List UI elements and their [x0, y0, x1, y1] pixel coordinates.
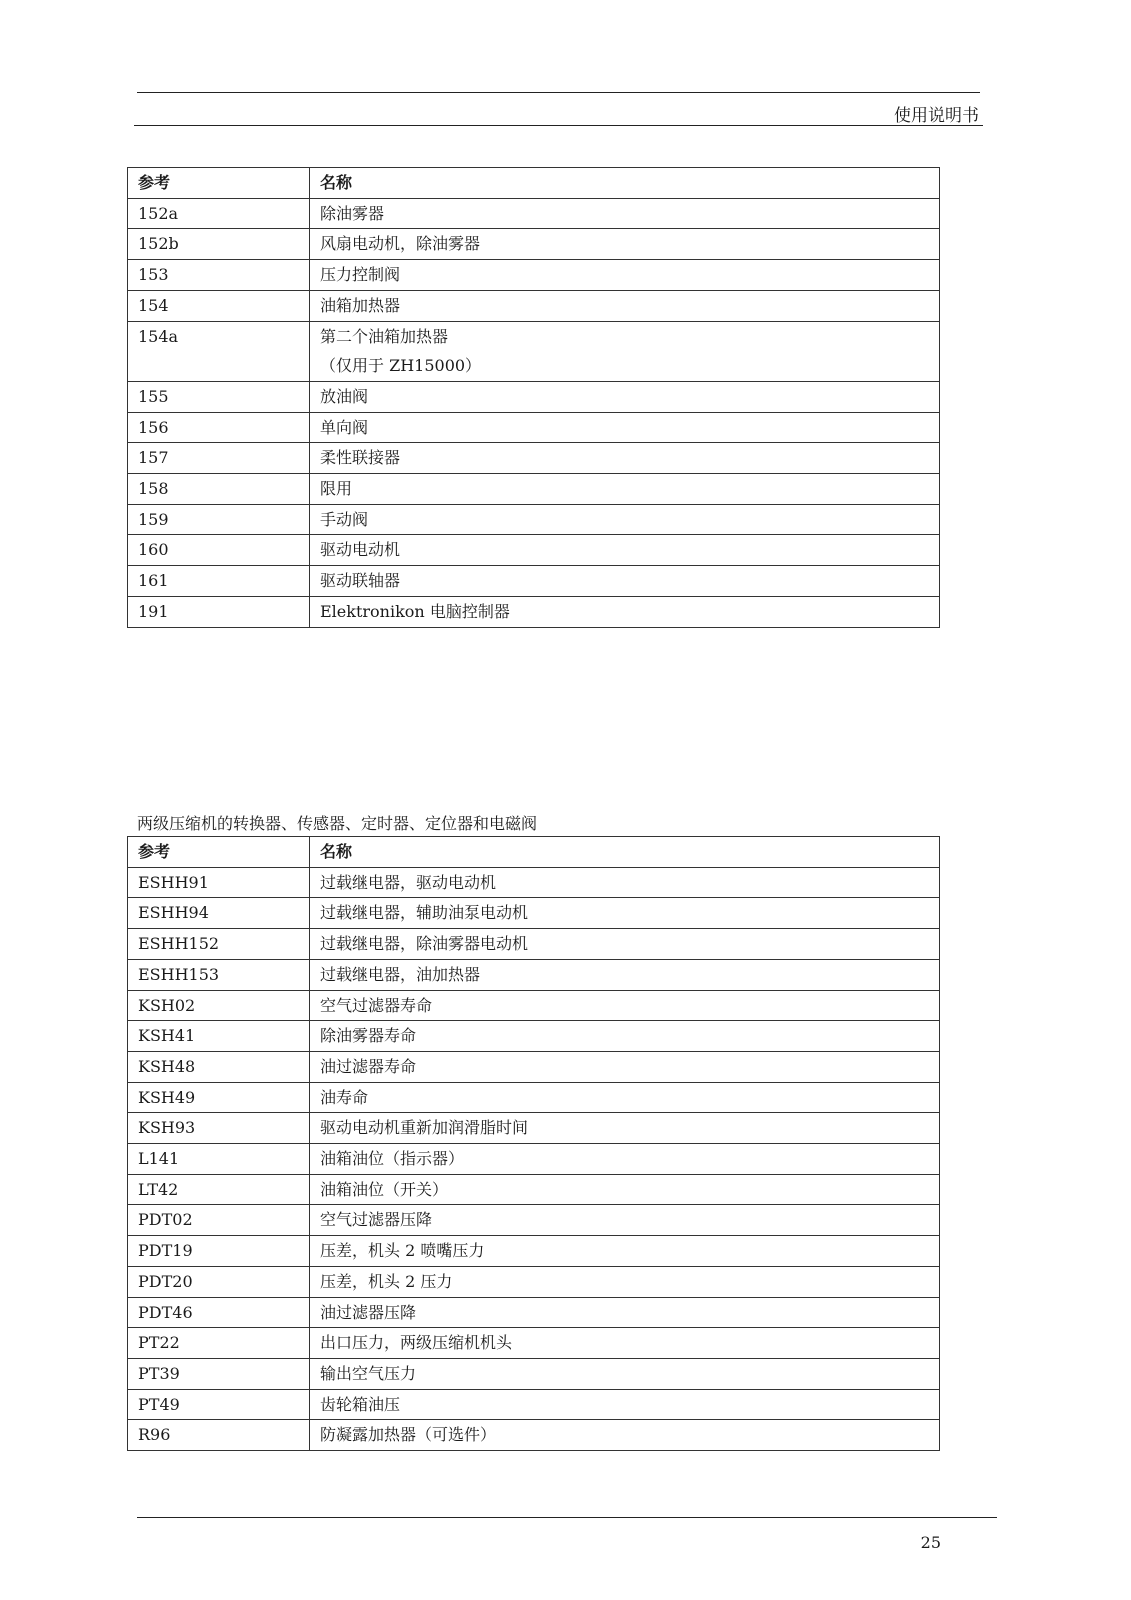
cell-name-line: 风扇电动机，除油雾器 [320, 234, 481, 254]
table-row [128, 260, 940, 291]
cell-name-line: 手动阀 [320, 509, 369, 529]
cell-ref: R96 [128, 1420, 310, 1451]
cell-ref: 154 [128, 290, 310, 321]
cell-name-line: 空气过滤器寿命 [320, 995, 433, 1015]
cell-name-line: 油寿命 [320, 1087, 369, 1107]
cell-name-line: Elektronikon 电脑控制器 [320, 601, 510, 621]
cell-name [310, 1420, 940, 1451]
cell-name [310, 321, 940, 381]
cell-name-line: 油箱加热器 [320, 295, 401, 315]
cell-name-line: 过载继电器，除油雾器电动机 [320, 934, 529, 954]
cell-ref: 159 [128, 504, 310, 535]
table-row [128, 504, 940, 535]
cell-name-line: 除油雾器寿命 [320, 1026, 417, 1046]
cell-ref: KSH48 [128, 1051, 310, 1082]
table-row [128, 959, 940, 990]
cell-name-line: 油箱油位（开关） [320, 1179, 449, 1199]
cell-name-line: （仅用于 ZH15000） [320, 356, 482, 376]
cell-name [310, 474, 940, 505]
cell-name-line: 过载继电器，驱动电动机 [320, 872, 497, 892]
table-header-row [128, 168, 940, 199]
cell-name [310, 596, 940, 627]
cell-name-line: 油过滤器压降 [320, 1302, 417, 1322]
cell-name [310, 898, 940, 929]
cell-name [310, 1236, 940, 1267]
cell-ref: ESHH91 [128, 867, 310, 898]
table-caption: 两级压缩机的转换器、传感器、定时器、定位器和电磁阀 [137, 814, 538, 833]
cell-ref: KSH93 [128, 1113, 310, 1144]
cell-ref: 191 [128, 596, 310, 627]
cell-name [310, 198, 940, 229]
table-row [128, 1174, 940, 1205]
cell-name-line: 驱动电动机重新加润滑脂时间 [320, 1118, 529, 1138]
table-row [128, 1051, 940, 1082]
cell-name-line: 压差，机头 2 喷嘴压力 [320, 1241, 485, 1261]
cell-ref: 157 [128, 443, 310, 474]
table-row [128, 474, 940, 505]
table-row [128, 1082, 940, 1113]
table-row [128, 198, 940, 229]
cell-name-line: 油箱油位（指示器） [320, 1149, 465, 1169]
cell-ref: PT49 [128, 1389, 310, 1420]
cell-name-line: 出口压力，两级压缩机机头 [320, 1333, 513, 1353]
cell-ref: 155 [128, 381, 310, 412]
table-row [128, 290, 940, 321]
cell-ref: PDT02 [128, 1205, 310, 1236]
cell-name [310, 535, 940, 566]
table-row [128, 1266, 940, 1297]
cell-name-line: 第二个油箱加热器 [320, 326, 449, 346]
table-row [128, 1144, 940, 1175]
cell-ref: 160 [128, 535, 310, 566]
table-row [128, 412, 940, 443]
cell-ref: PDT19 [128, 1236, 310, 1267]
table-row [128, 898, 940, 929]
cell-ref: 156 [128, 412, 310, 443]
cell-name-line: 压力控制阀 [320, 265, 401, 285]
cell-name [310, 1051, 940, 1082]
cell-ref: 152b [128, 229, 310, 260]
table-row [128, 535, 940, 566]
cell-name-line: 油过滤器寿命 [320, 1056, 417, 1076]
cell-name [310, 867, 940, 898]
cell-name [310, 229, 940, 260]
page-number: 25 [920, 1533, 941, 1552]
cell-ref: KSH41 [128, 1021, 310, 1052]
cell-name-line: 驱动电动机 [320, 540, 401, 560]
cell-name [310, 1358, 940, 1389]
cell-name [310, 990, 940, 1021]
table-row [128, 1389, 940, 1420]
cell-name [310, 1389, 940, 1420]
cell-name [310, 1328, 940, 1359]
cell-name [310, 959, 940, 990]
cell-name [310, 1174, 940, 1205]
document-header-title: 使用说明书 [894, 106, 979, 126]
cell-name [310, 1082, 940, 1113]
cell-name [310, 1021, 940, 1052]
header-rule-top [137, 92, 980, 93]
table-row [128, 381, 940, 412]
table-row [128, 1297, 940, 1328]
table-row [128, 867, 940, 898]
cell-name-line: 齿轮箱油压 [320, 1394, 401, 1414]
cell-name-line: 过载继电器，油加热器 [320, 964, 481, 984]
cell-name [310, 1113, 940, 1144]
cell-ref: KSH49 [128, 1082, 310, 1113]
table-row [128, 1358, 940, 1389]
cell-name [310, 929, 940, 960]
cell-name [310, 1297, 940, 1328]
table-row [128, 566, 940, 597]
table-row [128, 1328, 940, 1359]
cell-ref: PT22 [128, 1328, 310, 1359]
cell-name-line: 过载继电器，辅助油泵电动机 [320, 903, 529, 923]
cell-ref: PDT46 [128, 1297, 310, 1328]
cell-name-line: 输出空气压力 [320, 1363, 417, 1383]
cell-name-line: 驱动联轴器 [320, 571, 401, 591]
column-header-ref: 参考 [128, 168, 310, 199]
reference-table-components [127, 167, 940, 628]
cell-name-line: 单向阀 [320, 417, 369, 437]
cell-name [310, 504, 940, 535]
cell-ref: ESHH94 [128, 898, 310, 929]
cell-ref: 154a [128, 321, 310, 381]
cell-ref: L141 [128, 1144, 310, 1175]
cell-name-line: 限用 [320, 479, 353, 499]
cell-name [310, 412, 940, 443]
table-row [128, 1420, 940, 1451]
cell-ref: LT42 [128, 1174, 310, 1205]
table-row [128, 596, 940, 627]
cell-ref: ESHH153 [128, 959, 310, 990]
table-row [128, 1205, 940, 1236]
cell-name [310, 1266, 940, 1297]
column-header-name: 名称 [310, 168, 940, 199]
table-row [128, 321, 940, 381]
cell-name-line: 空气过滤器压降 [320, 1210, 433, 1230]
cell-name [310, 381, 940, 412]
cell-name-line: 柔性联接器 [320, 448, 401, 468]
cell-name [310, 1205, 940, 1236]
cell-ref: PT39 [128, 1358, 310, 1389]
cell-ref: 152a [128, 198, 310, 229]
cell-name [310, 566, 940, 597]
column-header-name: 名称 [310, 837, 940, 868]
table-row [128, 443, 940, 474]
table-row [128, 1113, 940, 1144]
table-row [128, 990, 940, 1021]
cell-ref: ESHH152 [128, 929, 310, 960]
footer-rule [137, 1517, 997, 1518]
cell-name [310, 290, 940, 321]
cell-name [310, 443, 940, 474]
table-row [128, 1021, 940, 1052]
cell-name-line: 除油雾器 [320, 203, 385, 223]
header-rule-bottom [134, 125, 983, 126]
cell-ref: 158 [128, 474, 310, 505]
table-row [128, 929, 940, 960]
cell-name [310, 1144, 940, 1175]
cell-name-line: 防凝露加热器（可选件） [320, 1425, 497, 1445]
table-row [128, 1236, 940, 1267]
cell-name [310, 260, 940, 291]
table-row [128, 229, 940, 260]
cell-ref: 153 [128, 260, 310, 291]
reference-table-sensors [127, 836, 940, 1451]
cell-ref: 161 [128, 566, 310, 597]
cell-ref: KSH02 [128, 990, 310, 1021]
cell-ref: PDT20 [128, 1266, 310, 1297]
column-header-ref: 参考 [128, 837, 310, 868]
cell-name-line: 压差，机头 2 压力 [320, 1271, 453, 1291]
table-header-row [128, 837, 940, 868]
cell-name-line: 放油阀 [320, 386, 369, 406]
